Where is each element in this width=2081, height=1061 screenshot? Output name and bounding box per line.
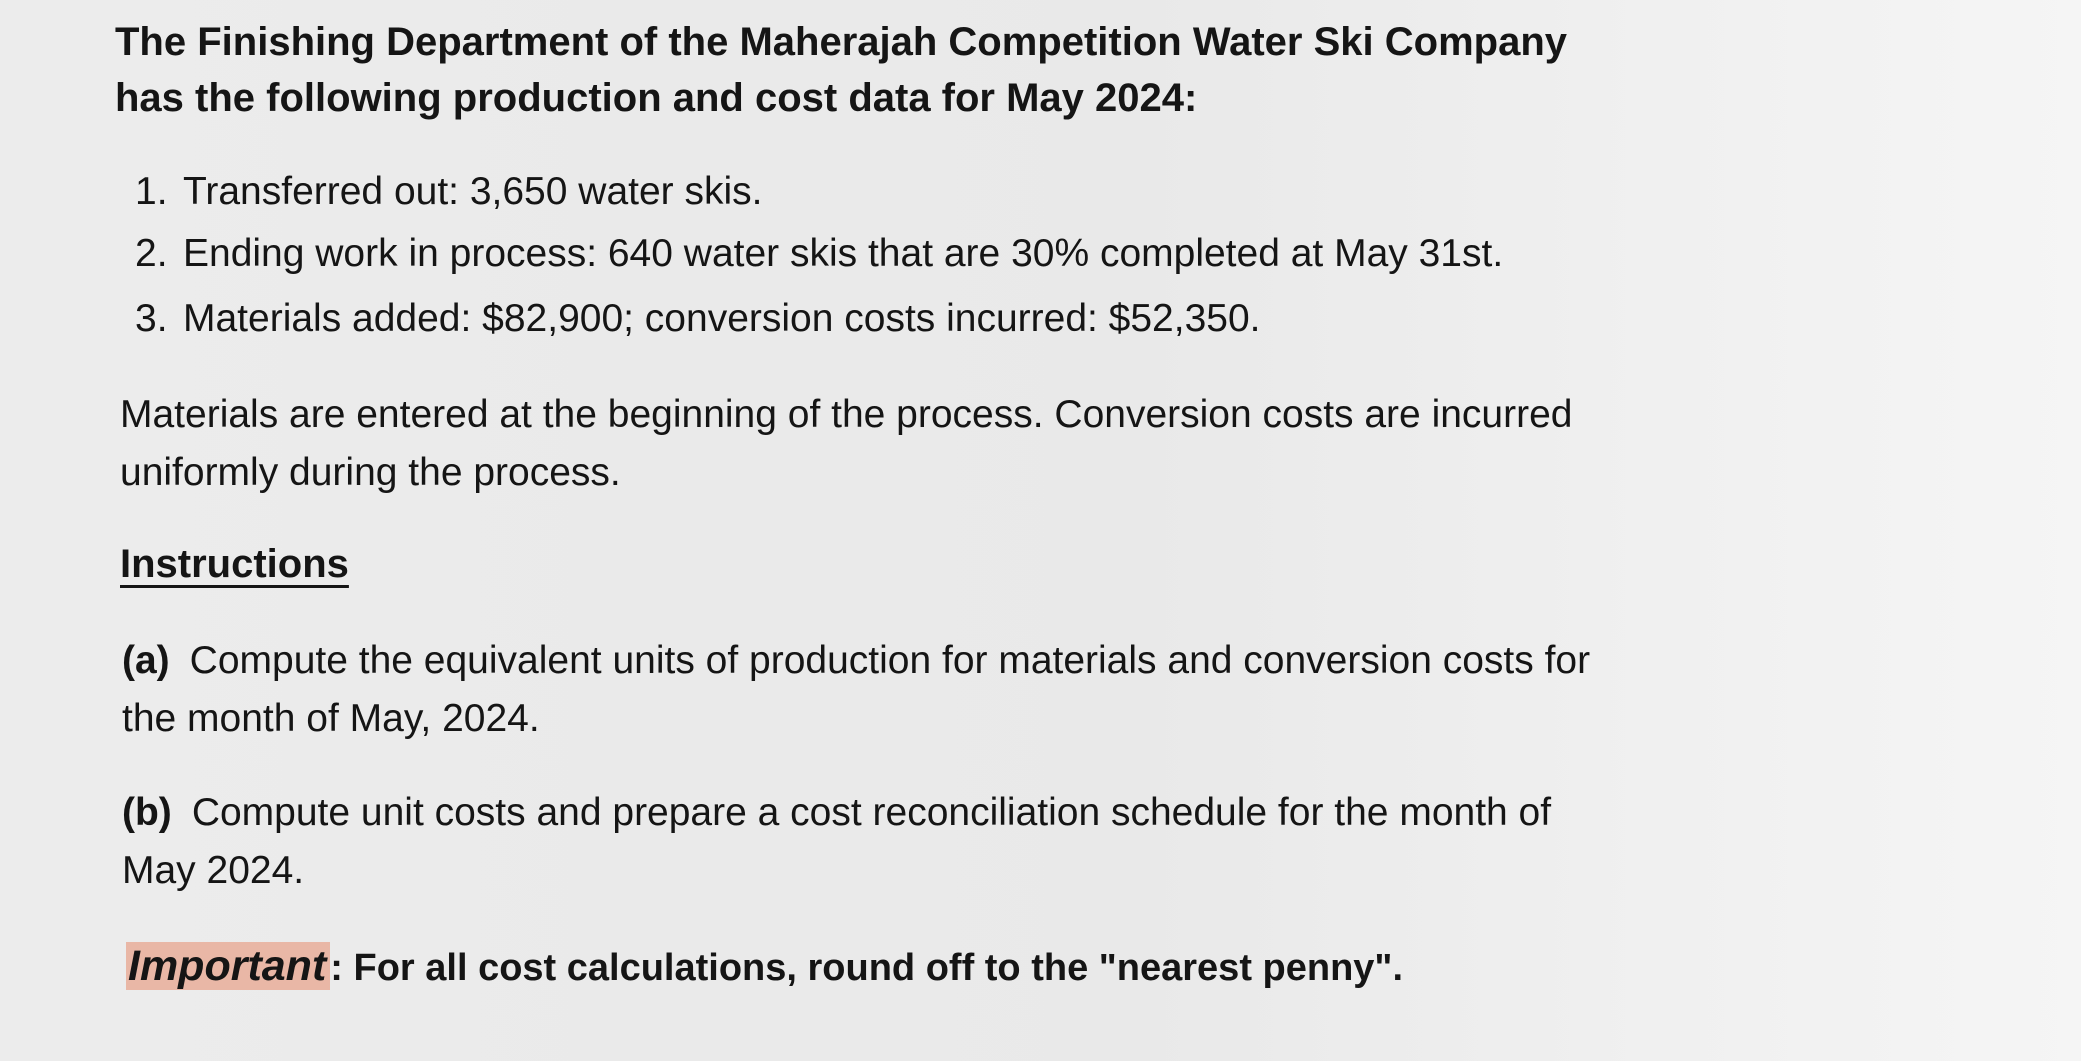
list-text: Transferred out: 3,650 water skis. [183,170,763,213]
list-number: 1. [135,170,168,213]
instructions-heading: Instructions [120,542,349,586]
instruction-letter: (a) [122,639,170,682]
cost-note-paragraph: Materials are entered at the beginning of the process. Conversion costs are incurred uniformly during the process. [120,393,1573,494]
data-list-item-2 [135,230,1503,278]
instruction-text: Compute the equivalent units of production for materials and conversion costs for the month of May, 2024. [122,639,1591,740]
instruction-a [122,632,1592,748]
data-list-item-1 [135,168,762,216]
list-number: 2. [135,232,168,275]
list-text: Ending work in process: 640 water skis that are 30% completed at May 31st. [183,232,1504,275]
important-note [126,940,1403,994]
list-text: Materials added: $82,900; conversion costs incurred: $52,350. [183,297,1261,340]
problem-title: The Finishing Department of the Maherajah Competition Water Ski Company has the following production and cost data for May 2024: [115,20,1567,120]
instruction-letter: (b) [122,791,172,834]
list-number: 3. [135,297,168,340]
important-text: : For all cost calculations, round off to the "nearest penny". [330,947,1404,989]
instruction-b [122,784,1592,900]
data-list-item-3 [135,295,1261,343]
instruction-text: Compute unit costs and prepare a cost reconciliation schedule for the month of May 2024. [122,791,1552,892]
important-label: Important [126,942,330,990]
